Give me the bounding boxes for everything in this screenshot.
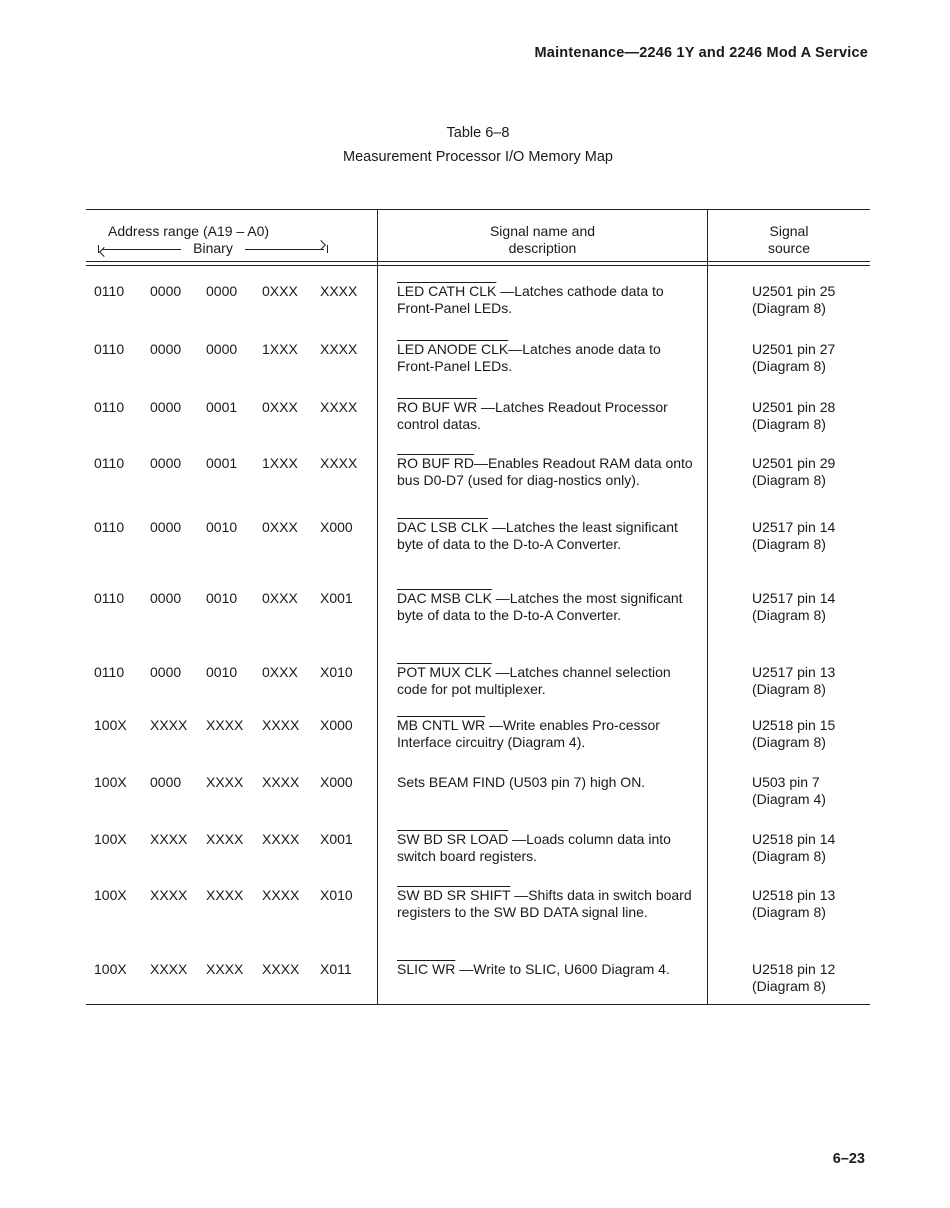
source-header-line1: Signal [769, 223, 809, 239]
address-nibble: XXXX [262, 831, 300, 847]
signal-description [397, 590, 702, 623]
signal-name: SW BD SR SHIFT [397, 887, 511, 903]
signal-source [752, 590, 870, 623]
description-text: —Enables Readout RAM data onto bus D0-D7 (used for diag-nostics only). [397, 455, 693, 488]
source-pin: U2517 pin 13 [752, 664, 836, 680]
signal-source [752, 519, 870, 552]
description-text: Sets BEAM FIND (U503 pin 7) high ON. [397, 774, 646, 790]
source-pin: U2517 pin 14 [752, 519, 836, 535]
source-diagram: (Diagram 8) [752, 847, 826, 864]
description-text: —Write to SLIC, U600 Diagram 4. [455, 961, 670, 977]
source-pin: U503 pin 7 [752, 774, 820, 790]
signal-source [752, 455, 870, 488]
source-diagram: (Diagram 8) [752, 903, 826, 920]
address-nibble: X000 [320, 717, 353, 733]
address-nibble: 0110 [94, 664, 125, 680]
address-nibble: XXXX [320, 455, 358, 471]
source-diagram: (Diagram 8) [752, 471, 826, 488]
address-nibble: XXXX [150, 831, 188, 847]
address-nibble: XXXX [206, 887, 244, 903]
address-nibble: X000 [320, 774, 353, 790]
address-nibble: 0000 [150, 664, 182, 680]
source-pin: U2501 pin 27 [752, 341, 836, 357]
address-nibble: XXXX [206, 961, 244, 977]
address-nibble: 0000 [206, 283, 238, 299]
address-nibble: 0001 [206, 399, 238, 415]
source-pin: U2518 pin 13 [752, 887, 836, 903]
signal-description [397, 341, 702, 374]
signal-name: DAC MSB CLK [397, 590, 492, 606]
address-nibble: 100X [94, 717, 127, 733]
signal-source [752, 887, 870, 920]
address-nibble: XXXX [262, 961, 300, 977]
table-top-rule [86, 209, 870, 210]
address-nibble: 0000 [206, 341, 238, 357]
signal-description [397, 831, 702, 864]
signal-description [397, 664, 702, 697]
signal-description [397, 399, 702, 432]
source-header-line2: source [767, 240, 811, 256]
address-nibble: 0000 [150, 519, 182, 535]
source-diagram: (Diagram 8) [752, 415, 826, 432]
address-nibble: 100X [94, 961, 127, 977]
signal-source [752, 961, 870, 994]
address-nibble: XXXX [206, 717, 244, 733]
table-number: Table 6–8 [446, 125, 510, 141]
source-diagram: (Diagram 8) [752, 357, 826, 374]
address-nibble: 100X [94, 831, 127, 847]
address-nibble: XXXX [262, 717, 300, 733]
description-text: —Latches cathode data to Front-Panel LEDs. [397, 283, 664, 316]
description-header-line2: description [508, 240, 577, 256]
address-nibble: X000 [320, 519, 353, 535]
address-nibble: XXXX [206, 774, 244, 790]
address-nibble: 0000 [150, 341, 182, 357]
address-column-header [98, 223, 328, 257]
address-nibble: 0001 [206, 455, 238, 471]
address-nibble: 0XXX [262, 399, 298, 415]
address-nibble: 0000 [150, 590, 182, 606]
address-nibble: X001 [320, 590, 353, 606]
signal-source [752, 283, 870, 316]
address-nibble: 0110 [94, 399, 125, 415]
source-pin: U2501 pin 28 [752, 399, 836, 415]
binary-label: Binary [193, 240, 233, 256]
binary-range-indicator [98, 240, 328, 257]
signal-name: SW BD SR LOAD [397, 831, 509, 847]
source-column-header [708, 223, 870, 257]
source-diagram: (Diagram 8) [752, 535, 826, 552]
address-nibble: XXXX [262, 774, 300, 790]
column-divider [707, 209, 708, 1005]
description-text: —Write enables Pro-cessor Interface circuitry (Diagram 4). [397, 717, 660, 750]
signal-name: LED ANODE CLK [397, 341, 509, 357]
signal-description [397, 455, 702, 488]
description-text: —Latches channel selection code for pot multiplexer. [397, 664, 671, 697]
source-diagram: (Diagram 8) [752, 680, 826, 697]
description-text: —Latches Readout Processor control datas. [397, 399, 668, 432]
signal-description [397, 887, 702, 920]
address-nibble: 1XXX [262, 341, 298, 357]
description-text: —Shifts data in switch board registers to the SW BD DATA signal line. [397, 887, 692, 920]
description-text: —Latches the least significant byte of data to the D-to-A Converter. [397, 519, 678, 552]
signal-name: DAC LSB CLK [397, 519, 489, 535]
signal-description [397, 961, 702, 978]
source-pin: U2518 pin 14 [752, 831, 836, 847]
address-nibble: X011 [320, 961, 352, 977]
address-nibble: 0010 [206, 590, 238, 606]
running-header: Maintenance—2246 1Y and 2246 Mod A Service [534, 45, 868, 61]
signal-description [397, 283, 702, 316]
address-nibble: 0110 [94, 519, 125, 535]
address-nibble: 0000 [150, 399, 182, 415]
address-nibble: 0XXX [262, 590, 298, 606]
signal-name: LED CATH CLK [397, 283, 497, 299]
address-nibble: 0110 [94, 455, 125, 471]
signal-name: MB CNTL WR [397, 717, 486, 733]
address-nibble: 0110 [94, 341, 125, 357]
address-nibble: 0000 [150, 774, 182, 790]
signal-name: RO BUF WR [397, 399, 478, 415]
signal-source [752, 831, 870, 864]
address-nibble: 0110 [94, 283, 125, 299]
address-nibble: XXXX [150, 961, 188, 977]
address-nibble: XXXX [320, 341, 358, 357]
table-title: Measurement Processor I/O Memory Map [343, 149, 613, 165]
address-nibble: 0010 [206, 664, 238, 680]
address-nibble: XXXX [150, 717, 188, 733]
address-nibble: 100X [94, 887, 127, 903]
address-nibble: 0XXX [262, 283, 298, 299]
signal-source [752, 717, 870, 750]
source-diagram: (Diagram 8) [752, 733, 826, 750]
source-diagram: (Diagram 4) [752, 790, 826, 807]
source-diagram: (Diagram 8) [752, 977, 826, 994]
description-column-header [378, 223, 707, 257]
address-nibble: X010 [320, 887, 353, 903]
address-nibble: X010 [320, 664, 353, 680]
source-pin: U2501 pin 25 [752, 283, 836, 299]
signal-source [752, 399, 870, 432]
source-pin: U2517 pin 14 [752, 590, 836, 606]
source-pin: U2501 pin 29 [752, 455, 836, 471]
description-text: —Latches the most significant byte of data to the D-to-A Converter. [397, 590, 683, 623]
address-nibble: X001 [320, 831, 353, 847]
signal-name: SLIC WR [397, 961, 456, 977]
column-divider [377, 209, 378, 1005]
source-pin: U2518 pin 15 [752, 717, 836, 733]
source-diagram: (Diagram 8) [752, 606, 826, 623]
description-text: —Loads column data into switch board registers. [397, 831, 671, 864]
source-diagram: (Diagram 8) [752, 299, 826, 316]
header-double-rule [86, 261, 870, 266]
address-nibble: 1XXX [262, 455, 298, 471]
signal-description [397, 774, 702, 791]
signal-description [397, 519, 702, 552]
signal-name: POT MUX CLK [397, 664, 492, 680]
signal-source [752, 664, 870, 697]
table-bottom-rule [86, 1004, 870, 1005]
address-nibble: 0000 [150, 283, 182, 299]
address-nibble: XXXX [320, 283, 358, 299]
address-nibble: XXXX [206, 831, 244, 847]
left-bracket-arrow-icon [98, 244, 187, 254]
address-nibble: 0010 [206, 519, 238, 535]
address-nibble: XXXX [262, 887, 300, 903]
signal-description [397, 717, 702, 750]
signal-source [752, 774, 870, 807]
address-nibble: 100X [94, 774, 127, 790]
description-header-line1: Signal name and [489, 223, 596, 239]
signal-source [752, 341, 870, 374]
address-nibble: 0XXX [262, 519, 298, 535]
description-text: —Latches anode data to Front-Panel LEDs. [397, 341, 661, 374]
signal-name: RO BUF RD [397, 455, 474, 471]
address-header-label: Address range (A19 – A0) [108, 223, 270, 239]
address-nibble: XXXX [320, 399, 358, 415]
right-bracket-arrow-icon [239, 244, 328, 254]
page-number: 6–23 [832, 1151, 865, 1167]
address-nibble: 0000 [150, 455, 182, 471]
address-nibble: 0XXX [262, 664, 298, 680]
memory-map-table [86, 209, 870, 1005]
source-pin: U2518 pin 12 [752, 961, 836, 977]
address-nibble: 0110 [94, 590, 125, 606]
address-nibble: XXXX [150, 887, 188, 903]
